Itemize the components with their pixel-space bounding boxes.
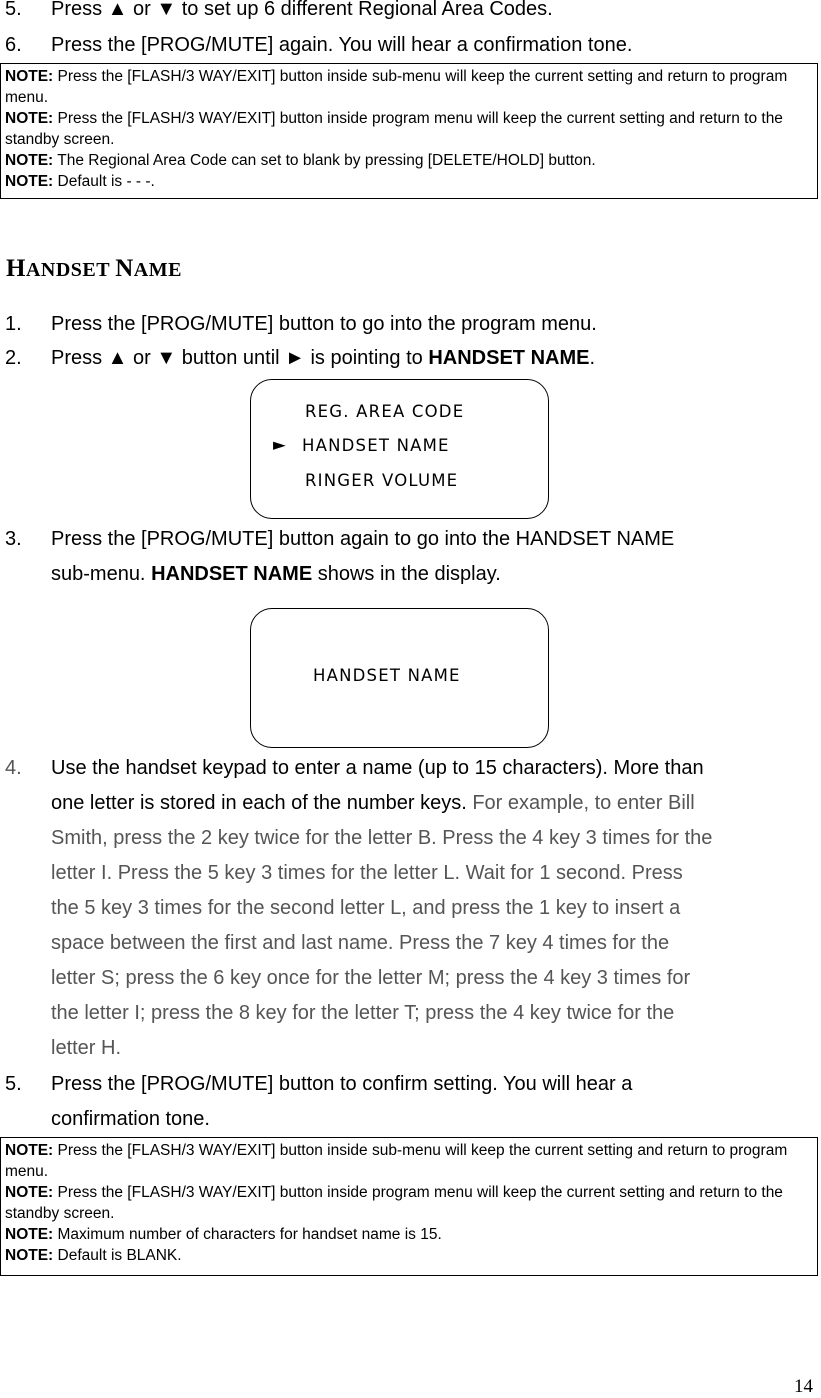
page-number: 14	[794, 1376, 813, 1397]
note-line: NOTE: Maximum number of characters for handset name is 15.	[5, 1226, 442, 1243]
section-heading: HANDSET NAME	[6, 255, 182, 282]
lcd-line-reg-area-code: REG. AREA CODE	[305, 402, 465, 421]
lcd-display-handset-name	[250, 608, 549, 748]
note-line: NOTE: The Regional Area Code can set to blank by pressing [DELETE/HOLD] button.	[5, 152, 596, 169]
note-line: NOTE: Press the [FLASH/3 WAY/EXIT] button inside sub-menu will keep the current setting and return to program menu.	[5, 1142, 788, 1180]
note-line: NOTE: Press the [FLASH/3 WAY/EXIT] button inside program menu will keep the current setting and return to the standby screen.	[5, 1184, 783, 1222]
pointer-arrow-icon: ►	[273, 435, 287, 454]
note-line: NOTE: Press the [FLASH/3 WAY/EXIT] button inside sub-menu will keep the current setting and return to program menu.	[5, 68, 788, 106]
lcd-line-ringer-volume: RINGER VOLUME	[305, 471, 459, 490]
step-number: 5.	[5, 1073, 22, 1095]
step-text: Press the [PROG/MUTE] again. You will hear a confirmation tone.	[51, 34, 633, 56]
step-number: 6.	[5, 34, 22, 56]
lcd-display-menu	[250, 379, 549, 519]
lcd-line-handset-name: HANDSET NAME	[313, 666, 461, 685]
lcd-line-handset-name: HANDSET NAME	[302, 436, 450, 455]
step-text: Press the [PROG/MUTE] button to confirm setting. You will hear a confirmation tone.	[51, 1073, 633, 1130]
step-number: 2.	[5, 347, 22, 369]
step-number: 3.	[5, 528, 22, 550]
step-number: 1.	[5, 313, 22, 335]
step-text: Press the [PROG/MUTE] button to go into the program menu.	[51, 313, 597, 335]
notes-box-top	[0, 63, 818, 199]
step-3	[0, 522, 821, 594]
step-number: 5.	[5, 0, 22, 20]
step-4	[0, 751, 821, 1103]
notes-box-bottom	[0, 1137, 818, 1276]
step-text: Press ▲ or ▼ button until ► is pointing to HANDSET NAME.	[51, 347, 596, 369]
step-5	[0, 1067, 821, 1137]
note-line: NOTE: Default is BLANK.	[5, 1247, 182, 1264]
step-text: Press the [PROG/MUTE] button again to go into the HANDSET NAME sub-menu. HANDSET NAME shows in the display.	[51, 528, 675, 585]
note-line: NOTE: Press the [FLASH/3 WAY/EXIT] button inside program menu will keep the current setting and return to the standby screen.	[5, 110, 783, 148]
step-text: Use the handset keypad to enter a name (up to 15 characters). More than one letter is stored in each of the number keys. For example, to enter Bill Smith, press the 2 key twice for the letter B. Press the 4 key 3 times for the letter I. Press the 5 key 3 times for the letter L. Wait for 1 second. Press the 5 key 3 times for the second letter L, and press the 1 key to insert a space between the first and last name. Press the 7 key 4 times for the letter S; press the 6 key once for the letter M; press the 4 key 3 times for the letter I; press the 8 key for the letter T; press the 4 key twice for the letter H.	[51, 757, 713, 1059]
step-text: Press ▲ or ▼ to set up 6 different Regional Area Codes.	[51, 0, 553, 20]
step-number: 4.	[5, 757, 22, 779]
note-line: NOTE: Default is - - -.	[5, 173, 155, 190]
